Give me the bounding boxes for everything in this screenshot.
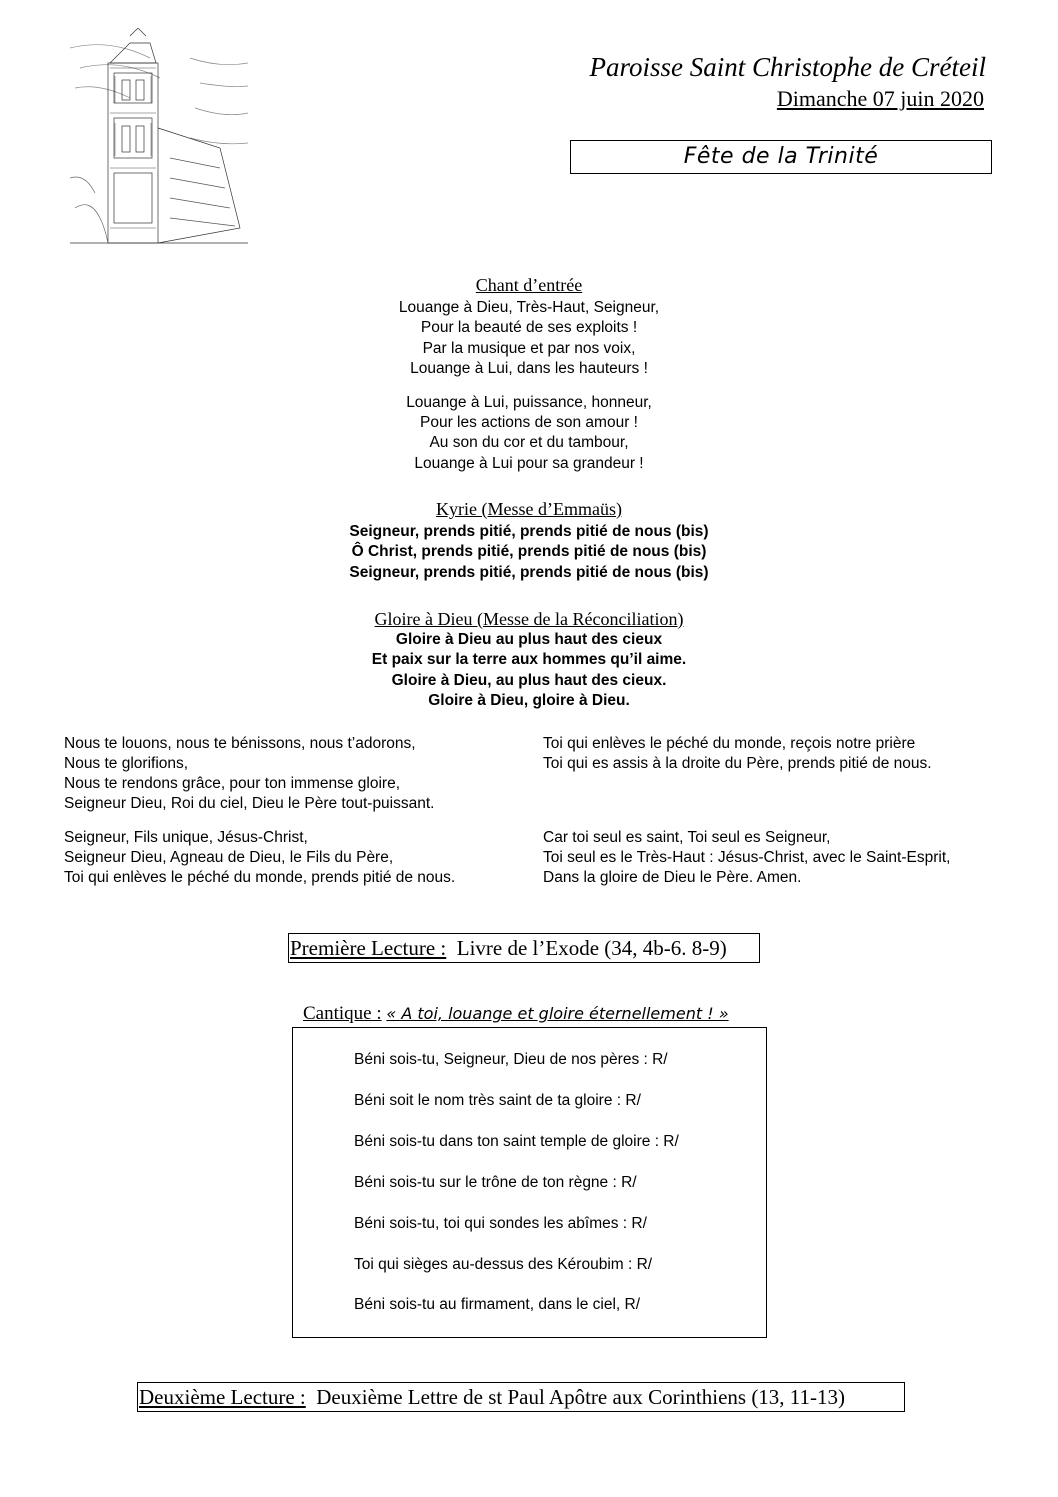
- verse-line: Dans la gloire de Dieu le Père. Amen.: [543, 869, 802, 886]
- verse-line: Gloire à Dieu au plus haut des cieux: [395, 631, 663, 648]
- canticle-line: Béni sois-tu au firmament, dans le ciel, R/: [354, 1296, 641, 1313]
- gloria-refrain: [0, 630, 1058, 712]
- canticle-heading: [303, 1002, 729, 1026]
- kyrie-title: Kyrie (Messe d’Emmaüs): [436, 499, 622, 519]
- canticle-line: Béni sois-tu dans ton saint temple de gloire : R/: [354, 1133, 679, 1150]
- verse-line: Car toi seul es saint, Toi seul es Seigneur,: [543, 829, 831, 846]
- verse-line: Et paix sur la terre aux hommes qu’il aime.: [371, 651, 687, 669]
- verse-line: Seigneur, Fils unique, Jésus-Christ,: [64, 829, 308, 846]
- verse-line: Nous te rendons grâce, pour ton immense gloire,: [64, 775, 401, 792]
- verse-line: Gloire à Dieu, gloire à Dieu.: [428, 692, 630, 710]
- verse-line: Seigneur, prends pitié, prends pitié de nous (bis): [349, 523, 709, 540]
- canticle-label: Cantique :: [303, 1003, 382, 1024]
- verse-line: Pour la beauté de ses exploits !: [420, 319, 638, 337]
- first-reading-box: [288, 933, 760, 963]
- second-reading-box: [137, 1382, 905, 1412]
- verse-line: Nous te glorifions,: [64, 755, 189, 772]
- verse-line: Seigneur Dieu, Roi du ciel, Dieu le Père tout-puissant.: [64, 795, 435, 812]
- feast-title-box: [570, 140, 992, 174]
- verse-line: Nous te louons, nous te bénissons, nous t’adorons,: [64, 735, 416, 752]
- canticle-line: Toi qui sièges au-dessus des Kéroubim : R/: [354, 1256, 653, 1273]
- canticle-line: Béni sois-tu, toi qui sondes les abîmes : R/: [354, 1215, 647, 1232]
- entrance-hymn-section: [0, 274, 1058, 474]
- verse-line: Toi qui enlèves le péché du monde, reçois notre prière: [543, 735, 916, 752]
- verse-line: Gloire à Dieu, au plus haut des cieux.: [391, 671, 667, 689]
- second-reading-label: Deuxième Lecture :: [139, 1385, 306, 1409]
- canticle-refrain: « A toi, louange et gloire éternellement ! »: [386, 1004, 729, 1023]
- verse-line: Louange à Dieu, Très-Haut, Seigneur,: [398, 299, 660, 316]
- canticle-line: Béni sois-tu sur le trône de ton règne : R/: [354, 1174, 637, 1191]
- verse-line: Seigneur Dieu, Agneau de Dieu, le Fils du Père,: [64, 849, 394, 866]
- verse-line: Seigneur, prends pitié, prends pitié de nous (bis): [349, 563, 709, 581]
- verse-line: Au son du cor et du tambour,: [429, 434, 629, 452]
- canticle-box: [292, 1027, 767, 1338]
- mass-date: Dimanche 07 juin 2020: [776, 86, 984, 111]
- gloria-title: Gloire à Dieu (Messe de la Réconciliation): [374, 609, 684, 629]
- first-reading-reference: Livre de l’Exode (34, 4b-6. 8-9): [456, 936, 727, 960]
- gloria-right-column: [543, 734, 1023, 888]
- verse-line: Toi qui es assis à la droite du Père, prends pitié de nous.: [543, 755, 932, 772]
- verse-line: Louange à Lui, puissance, honneur,: [406, 393, 652, 411]
- verse-line: Pour les actions de son amour !: [420, 414, 638, 432]
- kyrie-lines: [0, 522, 1058, 583]
- canticle-line: Béni sois-tu, Seigneur, Dieu de nos pères : R/: [354, 1051, 668, 1068]
- entrance-hymn-title: Chant d’entrée: [475, 275, 583, 295]
- verse-line: Par la musique et par nos voix,: [422, 339, 636, 357]
- feast-title: Fête de la Trinité: [683, 144, 879, 169]
- verse-line: Louange à Lui, dans les hauteurs !: [410, 360, 648, 378]
- entrance-stanza-2: [0, 393, 1058, 475]
- church-sketch-illustration: [70, 28, 250, 250]
- kyrie-section: [0, 498, 1058, 583]
- gloria-left-column: [64, 734, 534, 888]
- entrance-stanza-1: [0, 298, 1058, 380]
- gloria-section: [0, 608, 1058, 712]
- second-reading-reference: Deuxième Lettre de st Paul Apôtre aux Corinthiens (13, 11-13): [316, 1385, 846, 1409]
- first-reading-label: Première Lecture :: [290, 936, 447, 960]
- verse-line: Ô Christ, prends pitié, prends pitié de nous (bis): [351, 543, 707, 561]
- verse-line: Toi seul es le Très-Haut : Jésus-Christ, avec le Saint-Esprit,: [543, 849, 951, 866]
- verse-line: Toi qui enlèves le péché du monde, prends pitié de nous.: [64, 869, 456, 886]
- verse-line: Louange à Lui pour sa grandeur !: [414, 454, 644, 472]
- canticle-line: Béni soit le nom très saint de ta gloire : R/: [354, 1092, 641, 1109]
- parish-name: Paroisse Saint Christophe de Créteil: [589, 52, 986, 82]
